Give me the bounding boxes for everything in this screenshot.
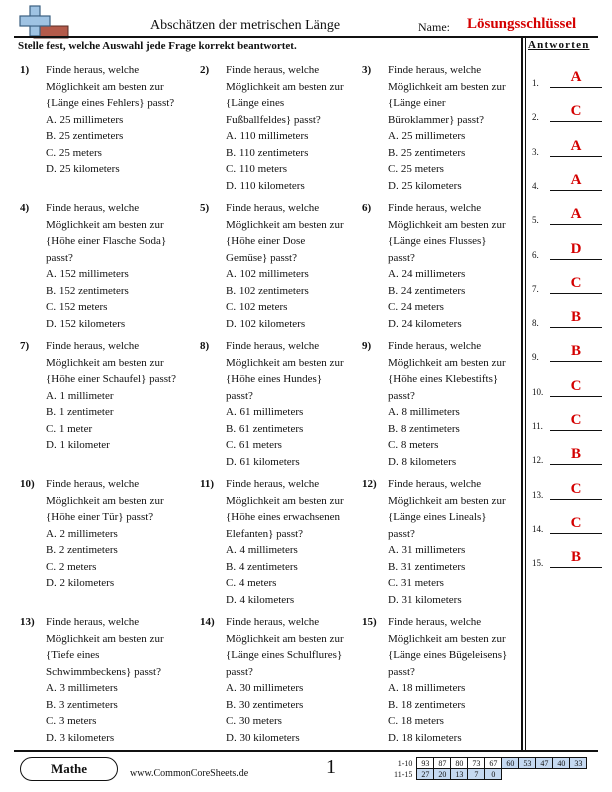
answer-option: D. 61 kilometers xyxy=(226,455,300,468)
question-number: 4) xyxy=(20,202,30,214)
question-text-line: Finde heraus, welche xyxy=(388,202,482,214)
question-text-line: passt? xyxy=(46,251,73,264)
question-text-line: Möglichkeit am besten zur xyxy=(388,80,506,93)
question-number: 15) xyxy=(362,616,377,628)
answer-line xyxy=(550,293,602,294)
question-text-line: Finde heraus, welche xyxy=(46,202,140,214)
answer-row xyxy=(532,139,602,157)
question-text-line: Finde heraus, welche xyxy=(226,478,320,490)
answer-option: B. 25 zentimeters xyxy=(388,146,466,159)
question-block xyxy=(200,614,360,746)
answer-line xyxy=(550,430,602,431)
answer-option: B. 2 zentimeters xyxy=(46,544,118,556)
question-number: 14) xyxy=(200,616,215,628)
answer-line xyxy=(550,533,602,534)
answer-value: A xyxy=(570,137,582,154)
question-text-line: Finde heraus, welche xyxy=(46,478,140,490)
answer-option: D. 4 kilometers xyxy=(226,593,295,606)
score-row-label: 11-15 xyxy=(394,769,413,779)
score-cell: 73 xyxy=(468,758,485,769)
answer-option: B. 31 zentimeters xyxy=(388,560,466,573)
score-cell: 7 xyxy=(468,769,485,780)
answer-value: C xyxy=(570,412,582,428)
answer-option: A. 8 millimeters xyxy=(388,406,460,418)
question-block xyxy=(20,614,180,746)
answer-option: D. 25 kilometers xyxy=(388,179,462,192)
answer-option: D. 8 kilometers xyxy=(388,455,457,468)
answer-line xyxy=(550,327,602,328)
question-text-line: Möglichkeit am besten zur xyxy=(388,494,506,507)
answer-option: D. 2 kilometers xyxy=(46,577,115,589)
answer-value: C xyxy=(570,103,582,120)
question-text-line: Finde heraus, welche xyxy=(226,202,320,214)
answer-number: 12. xyxy=(532,455,544,466)
answer-option: B. 1 zentimeter xyxy=(46,406,114,418)
answer-option: B. 18 zentimeters xyxy=(388,698,466,711)
answer-line xyxy=(550,87,602,88)
answer-option: B. 3 zentimeters xyxy=(46,698,118,711)
question-text-line: Möglichkeit am besten zur xyxy=(388,632,506,645)
answer-option: C. 4 meters xyxy=(226,577,277,589)
header-divider xyxy=(14,36,598,38)
question-text-line: Finde heraus, welche xyxy=(46,616,140,628)
answer-number: 11. xyxy=(532,421,543,431)
answer-option: C. 31 meters xyxy=(388,577,444,589)
answer-option: C. 30 meters xyxy=(226,715,282,727)
question-text-line: Möglichkeit am besten zur xyxy=(226,356,344,369)
score-cell: 27 xyxy=(417,769,434,780)
question-block xyxy=(362,338,522,470)
answer-option: A. 61 millimeters xyxy=(226,406,304,418)
question-text-line: {Länge eines Flusses} xyxy=(388,235,487,247)
question-text-line: passt? xyxy=(226,665,253,678)
question-number: 10) xyxy=(20,478,35,490)
question-text-line: Möglichkeit am besten zur xyxy=(226,80,344,93)
score-cell: 0 xyxy=(485,769,502,780)
question-number: 3) xyxy=(362,64,372,76)
answer-key-title: Lösungsschlüssel xyxy=(467,16,577,32)
score-cell: 47 xyxy=(536,758,553,769)
answer-row xyxy=(532,310,602,328)
question-block xyxy=(362,614,522,746)
score-cell: 60 xyxy=(502,758,519,769)
answer-option: A. 25 millimeters xyxy=(46,113,124,126)
question-text-line: passt? xyxy=(388,389,415,402)
score-row-label: 1-10 xyxy=(397,758,413,768)
answer-option: C. 1 meter xyxy=(46,422,93,435)
question-text-line: {Höhe einer Dose xyxy=(226,235,306,247)
worksheet-title: Abschätzen der metrischen Länge xyxy=(150,18,341,33)
plus-minus-logo-icon xyxy=(18,4,70,40)
question-text-line: {Höhe einer Tür} passt? xyxy=(46,511,154,523)
answer-option: B. 4 zentimeters xyxy=(226,560,298,573)
answer-option: D. 18 kilometers xyxy=(388,731,462,744)
answer-line xyxy=(550,224,602,225)
question-text-line: Möglichkeit am besten zur xyxy=(46,80,164,93)
answer-option: D. 3 kilometers xyxy=(46,731,115,744)
answer-option: A. 2 millimeters xyxy=(46,527,118,540)
answer-value: A xyxy=(570,171,582,188)
answer-number: 13. xyxy=(532,489,544,500)
question-text-line: Büroklammer} passt? xyxy=(388,113,485,126)
answer-option: C. 110 meters xyxy=(226,163,287,175)
question-number: 11) xyxy=(200,478,215,490)
answer-line xyxy=(550,156,602,157)
footer-divider xyxy=(14,750,598,752)
score-table xyxy=(392,757,587,780)
answer-option: B. 24 zentimeters xyxy=(388,284,466,297)
question-text-line: Gemüse} passt? xyxy=(226,251,297,264)
answer-option: B. 30 zentimeters xyxy=(226,698,304,711)
question-text-line: {Länge eines Bügeleisens} xyxy=(388,649,508,661)
question-text-line: {Höhe einer Schaufel} passt? xyxy=(46,373,176,385)
answer-value: D xyxy=(570,240,582,257)
answer-value: C xyxy=(570,480,582,497)
answer-option: C. 18 meters xyxy=(388,715,444,727)
answer-option: D. 102 kilometers xyxy=(226,317,306,330)
answer-option: D. 24 kilometers xyxy=(388,317,462,330)
question-text-line: Finde heraus, welche xyxy=(46,64,140,76)
answers-header: Antworten xyxy=(528,39,590,51)
question-number: 5) xyxy=(200,202,210,214)
question-text-line: passt? xyxy=(388,251,415,264)
question-text-line: Möglichkeit am besten zur xyxy=(226,632,344,645)
score-cell: 13 xyxy=(451,769,468,780)
question-block xyxy=(362,62,522,194)
question-text-line: {Länge eines Fehlers} passt? xyxy=(46,97,175,109)
question-text-line: {Länge eines Schulflures} xyxy=(226,649,343,661)
answer-option: B. 8 zentimeters xyxy=(388,422,460,435)
answer-number: 7. xyxy=(532,283,539,294)
question-number: 12) xyxy=(362,478,377,490)
question-text-line: Möglichkeit am besten zur xyxy=(388,218,506,231)
score-row xyxy=(392,758,587,769)
question-block xyxy=(362,476,522,608)
question-number: 13) xyxy=(20,616,35,628)
question-block xyxy=(200,338,360,470)
score-row xyxy=(392,769,587,780)
answer-number: 3. xyxy=(532,146,539,157)
question-text-line: {Höhe eines Klebestifts} xyxy=(388,373,499,385)
score-cell: 87 xyxy=(434,758,451,769)
answer-option: D. 1 kilometer xyxy=(46,439,110,451)
answer-option: A. 102 millimeters xyxy=(226,268,309,280)
answer-option: D. 152 kilometers xyxy=(46,317,126,330)
answer-value: B xyxy=(570,549,581,566)
answer-option: C. 8 meters xyxy=(388,439,439,451)
answer-option: A. 4 millimeters xyxy=(226,544,298,556)
answer-number: 14. xyxy=(532,523,544,534)
question-text-line: Möglichkeit am besten zur xyxy=(388,356,506,369)
website-url: www.CommonCoreSheets.de xyxy=(130,768,249,779)
answer-row xyxy=(532,242,602,260)
answer-option: C. 152 meters xyxy=(46,301,108,313)
question-block xyxy=(20,476,180,592)
question-number: 7) xyxy=(20,340,30,352)
answer-option: C. 102 meters xyxy=(226,301,288,313)
answer-option: D. 110 kilometers xyxy=(226,179,305,192)
answer-number: 5. xyxy=(532,215,539,226)
question-block xyxy=(20,338,180,454)
question-number: 2) xyxy=(200,64,210,76)
answer-option: D. 30 kilometers xyxy=(226,731,300,744)
answer-option: D. 25 kilometers xyxy=(46,163,120,175)
score-cell: 40 xyxy=(553,758,570,769)
answer-number: 9. xyxy=(532,352,539,363)
question-block xyxy=(20,200,180,332)
answer-option: A. 24 millimeters xyxy=(388,268,466,280)
question-text-line: Möglichkeit am besten zur xyxy=(46,218,164,231)
question-text-line: {Höhe eines erwachsenen xyxy=(226,511,341,523)
answer-line xyxy=(550,396,602,397)
answer-line xyxy=(550,259,602,260)
answer-column-divider-inner xyxy=(525,38,526,750)
question-text-line: Fußballfeldes} passt? xyxy=(226,113,321,126)
subject-badge: Mathe xyxy=(20,757,118,781)
question-text-line: Finde heraus, welche xyxy=(388,478,482,490)
answer-row xyxy=(532,413,602,431)
question-text-line: {Höhe eines Hundes} xyxy=(226,373,323,385)
answer-option: C. 25 meters xyxy=(388,163,444,175)
answer-number: 15. xyxy=(532,558,544,569)
question-text-line: Möglichkeit am besten zur xyxy=(46,632,164,645)
answer-option: B. 61 zentimeters xyxy=(226,422,304,435)
answer-option: A. 3 millimeters xyxy=(46,682,118,694)
answer-line xyxy=(550,567,602,568)
answer-row xyxy=(532,344,602,362)
answer-line xyxy=(550,499,602,500)
question-text-line: Möglichkeit am besten zur xyxy=(46,356,164,369)
answer-option: C. 24 meters xyxy=(388,301,444,313)
score-cell: 67 xyxy=(485,758,502,769)
answer-line xyxy=(550,464,602,465)
answer-option: C. 61 meters xyxy=(226,439,282,451)
answer-row xyxy=(532,70,602,88)
question-text-line: Möglichkeit am besten zur xyxy=(46,494,164,507)
question-text-line: Finde heraus, welche xyxy=(388,64,482,76)
question-number: 6) xyxy=(362,202,372,214)
answer-number: 1. xyxy=(532,78,539,88)
question-text-line: Finde heraus, welche xyxy=(388,616,482,628)
answer-option: A. 152 millimeters xyxy=(46,268,129,280)
question-number: 1) xyxy=(20,64,30,76)
question-block xyxy=(200,200,360,332)
answer-option: B. 25 zentimeters xyxy=(46,130,124,142)
question-block xyxy=(200,476,360,608)
answer-value: A xyxy=(570,69,582,85)
answer-option: C. 3 meters xyxy=(46,715,97,727)
question-text-line: passt? xyxy=(388,665,415,678)
question-text-line: Finde heraus, welche xyxy=(226,340,320,352)
answer-row xyxy=(532,104,602,122)
answer-number: 10. xyxy=(532,386,544,397)
answer-number: 4. xyxy=(532,180,539,191)
answer-number: 8. xyxy=(532,318,539,329)
answer-number: 6. xyxy=(532,249,539,260)
question-text-line: Elefanten} passt? xyxy=(226,527,304,540)
instruction-text: Stelle fest, welche Auswahl jede Frage korrekt beantwortet. xyxy=(18,40,297,52)
question-text-line: Finde heraus, welche xyxy=(46,340,140,352)
question-block xyxy=(362,200,522,332)
score-cell: 93 xyxy=(417,758,434,769)
answer-row xyxy=(532,173,602,191)
answer-option: A. 1 millimeter xyxy=(46,389,114,402)
answer-line xyxy=(550,121,602,122)
score-cell: 53 xyxy=(519,758,536,769)
answer-row xyxy=(532,516,602,534)
answer-option: B. 102 zentimeters xyxy=(226,284,309,297)
question-text-line: {Länge eines Lineals} xyxy=(388,511,487,523)
question-text-line: {Länge einer xyxy=(388,97,446,109)
question-text-line: {Tiefe eines xyxy=(46,649,100,661)
answer-option: C. 2 meters xyxy=(46,560,97,573)
answer-row xyxy=(532,207,602,225)
question-text-line: Finde heraus, welche xyxy=(226,616,320,628)
question-text-line: Möglichkeit am besten zur xyxy=(226,494,344,507)
question-text-line: {Länge eines xyxy=(226,97,285,109)
name-label: Name: xyxy=(418,20,450,34)
answer-value: B xyxy=(570,309,581,326)
question-text-line: Möglichkeit am besten zur xyxy=(226,218,344,231)
answer-option: A. 25 millimeters xyxy=(388,130,466,142)
answer-option: D. 31 kilometers xyxy=(388,593,462,606)
answer-value: C xyxy=(570,377,582,394)
score-cell: 20 xyxy=(434,769,451,780)
score-cell: 80 xyxy=(451,758,468,769)
answer-number: 2. xyxy=(532,112,539,123)
page-number: 1 xyxy=(326,756,336,778)
answer-row xyxy=(532,482,602,500)
answer-option: A. 18 millimeters xyxy=(388,682,466,694)
answer-option: A. 30 millimeters xyxy=(226,682,304,694)
answer-line xyxy=(550,361,602,362)
question-text-line: passt? xyxy=(388,527,415,540)
answer-option: B. 152 zentimeters xyxy=(46,284,129,297)
answer-row xyxy=(532,447,602,465)
question-block xyxy=(200,62,360,194)
question-text-line: Finde heraus, welche xyxy=(226,64,320,76)
answer-value: A xyxy=(570,206,582,223)
answer-value: C xyxy=(570,274,582,291)
question-text-line: passt? xyxy=(226,389,253,402)
score-cell: 33 xyxy=(570,758,587,769)
question-text-line: {Höhe einer Flasche Soda} xyxy=(46,235,167,247)
question-block xyxy=(20,62,180,178)
answer-row xyxy=(532,550,602,568)
answer-value: C xyxy=(570,514,582,531)
answer-option: A. 110 millimeters xyxy=(226,130,309,142)
answer-option: A. 31 millimeters xyxy=(388,544,466,556)
question-text-line: Schwimmbeckens} passt? xyxy=(46,665,161,678)
answer-row xyxy=(532,276,602,294)
answer-option: B. 110 zentimeters xyxy=(226,146,309,159)
answer-option: C. 25 meters xyxy=(46,146,102,159)
question-number: 8) xyxy=(200,340,210,352)
answer-line xyxy=(550,190,602,191)
answer-value: B xyxy=(570,446,581,463)
question-number: 9) xyxy=(362,340,372,352)
question-text-line: Finde heraus, welche xyxy=(388,340,482,352)
answer-row xyxy=(532,379,602,397)
answer-value: B xyxy=(570,343,581,360)
